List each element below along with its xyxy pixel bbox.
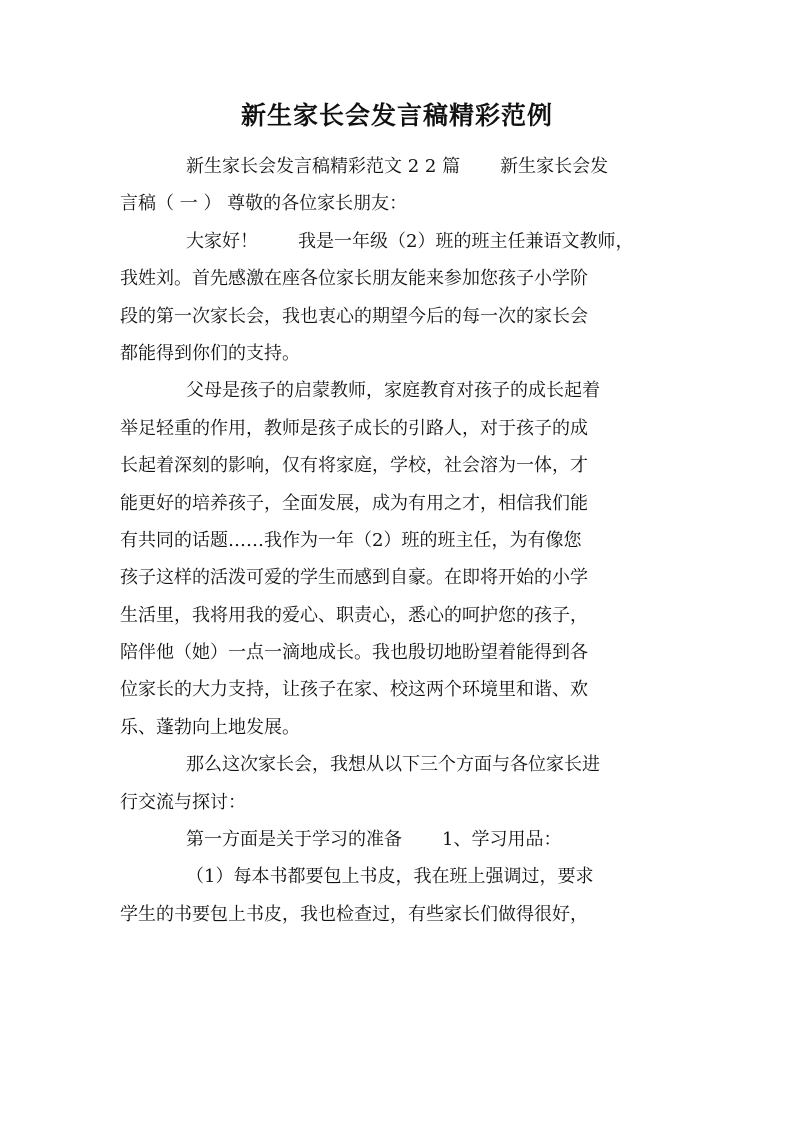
paragraph-line: 位家长的大力支持，让孩子在家、校这两个环境里和谐、欢 <box>120 679 588 701</box>
paragraph-line: 学生的书要包上书皮，我也检查过，有些家长们做得很好， <box>120 903 588 925</box>
subsection-heading: 1、学习用品： <box>442 829 562 851</box>
intro-text: 我是一年级（2）班的班主任兼语文教师， <box>298 230 634 252</box>
paragraph-line: 行交流与探讨： <box>120 791 246 813</box>
paragraph-line: 孩子这样的活泼可爱的学生而感到自豪。在即将开始的小学 <box>120 567 588 589</box>
section-heading-part2: 言稿（ 一 ） 尊敬的各位家长朋友： <box>120 193 408 215</box>
paragraph-line: 能更好的培养孩子，全面发展，成为有用之才，相信我们能 <box>120 492 588 514</box>
greeting-text: 大家好！ <box>186 230 258 252</box>
paragraph-line: 段的第一次家长会，我也衷心的期望今后的每一次的家长会 <box>120 305 588 327</box>
section-one-line <box>120 821 676 858</box>
document-title: 新生家长会发言稿精彩范例 <box>240 101 553 130</box>
paragraph-line: 陪伴他（她）一点一滴地成长。我也殷切地盼望着能得到各 <box>120 642 588 664</box>
paragraph-line: 都能得到你们的支持。 <box>120 342 300 364</box>
greeting-line <box>120 223 676 260</box>
section-one-heading: 第一方面是关于学习的准备 <box>186 829 402 851</box>
paragraph-line: 生活里，我将用我的爱心、职责心，悉心的呵护您的孩子， <box>120 604 588 626</box>
paragraph-line: 举足轻重的作用，教师是孩子成长的引路人，对于孩子的成 <box>120 417 588 439</box>
paragraph-line: 父母是孩子的启蒙教师，家庭教育对孩子的成长起着 <box>186 380 600 402</box>
paragraph-line: 我姓刘。首先感激在座各位家长朋友能来参加您孩子小学阶 <box>120 268 588 290</box>
section-heading-line <box>120 185 676 222</box>
section-heading-part1: 新生家长会发 <box>500 156 609 177</box>
subtitle-line <box>120 148 676 185</box>
paragraph-line: 有共同的话题……我作为一年（2）班的班主任，为有像您 <box>120 529 582 551</box>
subtitle-text: 新生家长会发言稿精彩范文 2 2 篇 <box>186 156 461 177</box>
paragraph-line: （1）每本书都要包上书皮，我在班上强调过，要求 <box>186 866 594 888</box>
paragraph-line: 那么这次家长会，我想从以下三个方面与各位家长进 <box>186 754 600 776</box>
document-body <box>120 148 676 933</box>
paragraph-line: 长起着深刻的影响，仅有将家庭，学校，社会溶为一体，才 <box>120 455 588 477</box>
paragraph-line: 乐、蓬勃向上地发展。 <box>120 716 300 738</box>
